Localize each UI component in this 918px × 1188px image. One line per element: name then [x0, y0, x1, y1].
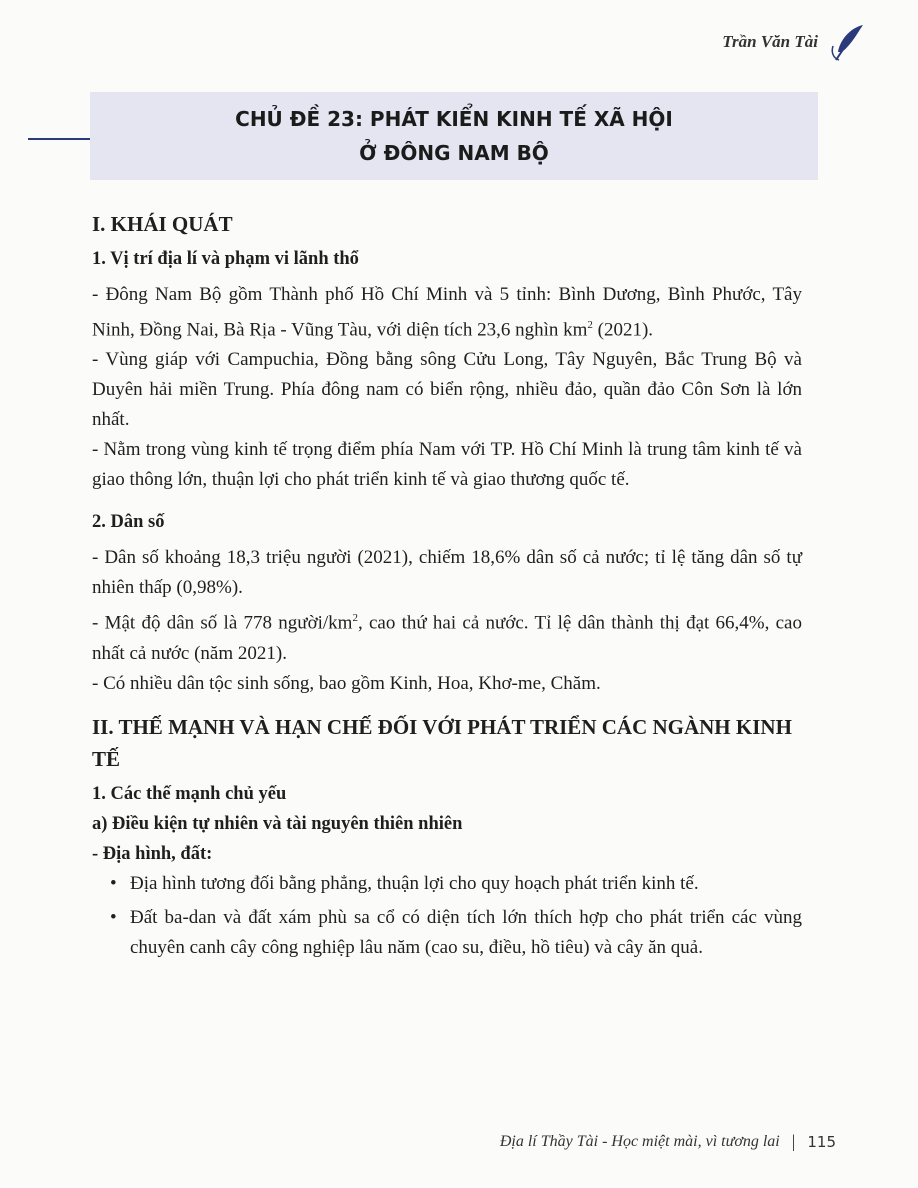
- paragraph-economic-zone: - Nằm trong vùng kinh tế trọng điểm phía Nam với TP. Hồ Chí Minh là trung tâm kinh tế và giao thông lớn, thuận lợi cho phát triển kinh tế và giao thương quốc tế.: [92, 439, 802, 491]
- paragraph-population: - Dân số khoảng 18,3 triệu người (2021), chiếm 18,6% dân số cả nước; tỉ lệ tăng dân số tự nhiên thấp (0,98%).: [92, 547, 802, 599]
- footer-slogan: Địa lí Thầy Tài - Học miệt mài, vì tương lai: [499, 1132, 780, 1150]
- subsection-population-heading: 2. Dân số: [92, 512, 165, 533]
- subsection-strengths-heading: 1. Các thế mạnh chủ yếu: [92, 783, 287, 804]
- chapter-title: [235, 102, 673, 170]
- chapter-title-band: [90, 92, 818, 180]
- section-1-heading: I. KHÁI QUÁT: [92, 212, 233, 236]
- terrain-soil-list: [92, 869, 802, 963]
- paragraph-borders: - Vùng giáp với Campuchia, Đồng bằng sông Cửu Long, Tây Nguyên, Bắc Trung Bộ và Duyên hải miền Trung. Phía đông nam có biển rộng, nhiều đảo, quần đảo Côn Sơn là lớn nhất.: [92, 349, 802, 431]
- list-item: • Đất ba-dan và đất xám phù sa cổ có diện tích lớn thích hợp cho phát triển các vùng chuyên canh cây công nghiệp lâu năm (cao su, điều, hồ tiêu) và cây ăn quả.: [110, 906, 802, 958]
- page-content: [92, 208, 802, 967]
- list-item: • Địa hình tương đối bằng phẳng, thuận lợi cho quy hoạch phát triển kinh tế.: [110, 872, 699, 894]
- footer-separator: |: [791, 1131, 796, 1151]
- quill-pen-icon: [830, 22, 866, 62]
- page-footer: [500, 1131, 836, 1152]
- chapter-title-line-2: Ở ĐÔNG NAM BỘ: [359, 141, 549, 165]
- paragraph-area: - Đông Nam Bộ gồm Thành phố Hồ Chí Minh và 5 tỉnh: Bình Dương, Bình Phước, Tây Ninh, Đồng Nai, Bà Rịa - Vũng Tàu, với diện tích 23,6 nghìn $km^2$ (2021).: [92, 284, 802, 341]
- chapter-title-line-1: CHỦ ĐỀ 23: PHÁT KIỂN KINH TẾ XÃ HỘI: [235, 107, 673, 131]
- subsection-natural-conditions-heading: a) Điều kiện tự nhiên và tài nguyên thiên nhiên: [92, 813, 463, 834]
- page-header: [722, 22, 866, 62]
- terrain-soil-heading: - Địa hình, đất:: [92, 843, 213, 864]
- section-2-heading: II. THẾ MẠNH VÀ HẠN CHẾ ĐỐI VỚI PHÁT TRIỂN CÁC NGÀNH KINH TẾ: [92, 714, 792, 771]
- page-number: 115: [807, 1132, 836, 1151]
- subsection-location-heading: 1. Vị trí địa lí và phạm vi lãnh thổ: [92, 249, 359, 269]
- paragraph-ethnic-groups: - Có nhiều dân tộc sinh sống, bao gồm Kinh, Hoa, Khơ-me, Chăm.: [92, 672, 601, 694]
- paragraph-density: - Mật độ dân số là 778 người/$km^2$, cao thứ hai cả nước. Tỉ lệ dân thành thị đạt 66,4%, cao nhất cả nước (năm 2021).: [92, 612, 802, 664]
- author-name: Trần Văn Tài: [722, 32, 818, 51]
